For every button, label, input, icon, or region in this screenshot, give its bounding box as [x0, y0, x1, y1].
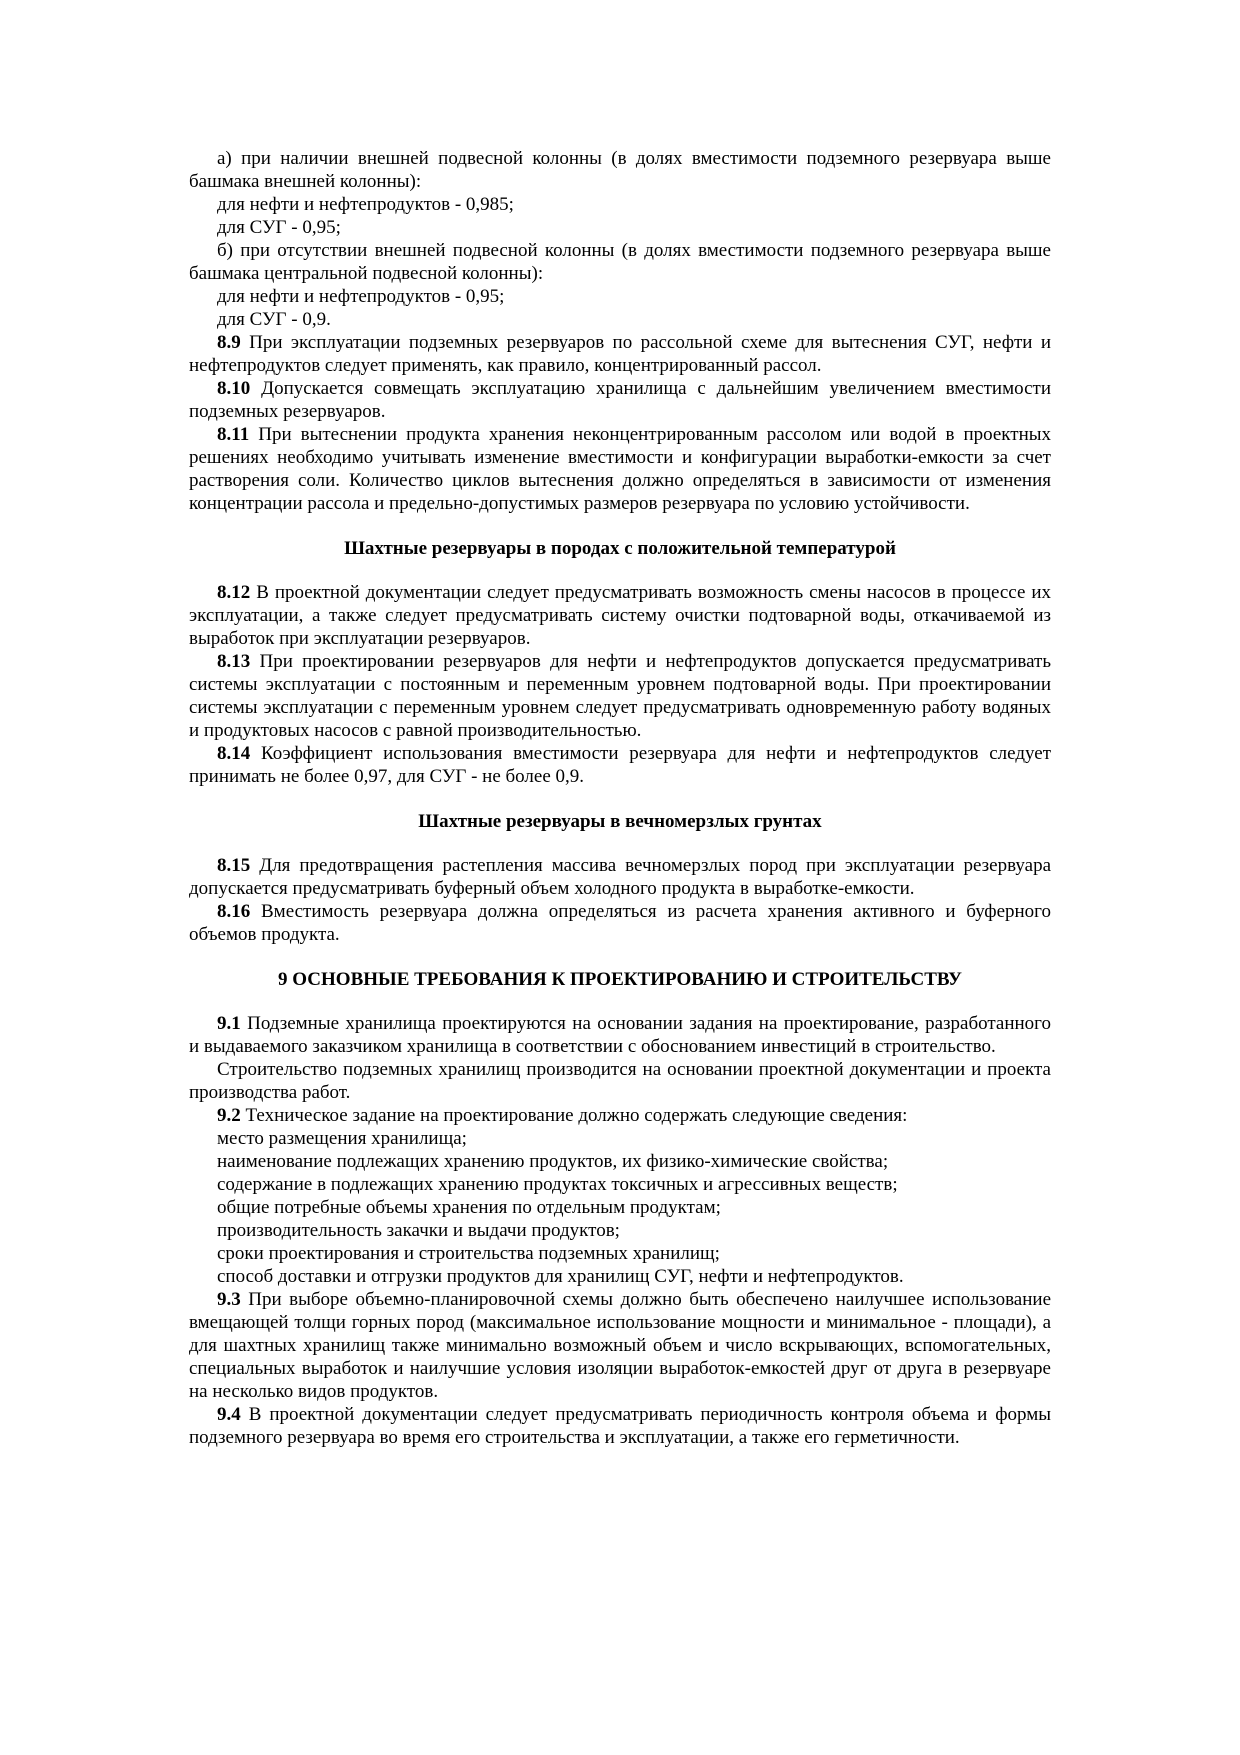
- clause-number: 8.14: [217, 743, 251, 764]
- paragraph-text: При проектировании резервуаров для нефти и нефтепродуктов допускается предусматривать системы эксплуатации с постоянным и переменным уровнем подтоварной воды. При проектировании системы эксплуатации с переменным уровнем следует предусматривать одновременную работу водяных и продуктовых насосов с равной производительностью.: [189, 651, 1051, 741]
- clause-number: 8.9: [217, 332, 241, 353]
- numbered-paragraph: [189, 331, 1051, 377]
- paragraph: [189, 1058, 1051, 1104]
- paragraph: [189, 308, 1051, 331]
- section-heading: Шахтные резервуары в породах с положительной температурой: [344, 538, 896, 559]
- paragraph-text: производительность закачки и выдачи продуктов;: [217, 1220, 620, 1241]
- clause-number: 8.12: [217, 582, 251, 603]
- paragraph-text: для СУГ - 0,9.: [217, 309, 331, 330]
- paragraph-text: Для предотвращения растепления массива вечномерзлых пород при эксплуатации резервуара допускается предусматривать буферный объем холодного продукта в выработке-емкости.: [189, 855, 1052, 899]
- numbered-paragraph: [189, 581, 1051, 650]
- paragraph-text: б) при отсутствии внешней подвесной колонны (в долях вместимости подземного резервуара выше башмака центральной подвесной колонны):: [189, 240, 1051, 284]
- paragraph-text: способ доставки и отгрузки продуктов для хранилищ СУГ, нефти и нефтепродуктов.: [217, 1266, 904, 1287]
- paragraph: [189, 285, 1051, 308]
- paragraph-text: наименование подлежащих хранению продуктов, их физико-химические свойства;: [217, 1151, 889, 1172]
- section-heading: Шахтные резервуары в вечномерзлых грунтах: [418, 811, 822, 832]
- paragraph-text: место размещения хранилища;: [217, 1128, 467, 1149]
- paragraph: [189, 1265, 1051, 1288]
- paragraph-text: а) при наличии внешней подвесной колонны (в долях вместимости подземного резервуара выше башмака внешней колонны):: [189, 148, 1051, 192]
- paragraph: [189, 1242, 1051, 1265]
- paragraph-text: Вместимость резервуара должна определяться из расчета хранения активного и буферного объемов продукта.: [189, 901, 1052, 945]
- clause-number: 9.3: [217, 1289, 241, 1310]
- clause-number: 8.13: [217, 651, 251, 672]
- numbered-paragraph: [189, 377, 1051, 423]
- paragraph: [189, 239, 1051, 285]
- numbered-paragraph: [189, 423, 1051, 515]
- paragraph-text: При вытеснении продукта хранения неконцентрированным рассолом или водой в проектных решениях необходимо учитывать изменение вместимости и конфигурации выработки-емкости за счет растворения соли. Количество циклов вытеснения должно определяться в зависимости от изменения концентрации рассола и предельно-допустимых размеров резервуара по условию устойчивости.: [189, 424, 1051, 514]
- clause-number: 8.16: [217, 901, 251, 922]
- paragraph-text: В проектной документации следует предусматривать возможность смены насосов в процессе их эксплуатации, а также следует предусматривать систему очистки подтоварной воды, откачиваемой из выработок при эксплуатации резервуаров.: [189, 582, 1052, 649]
- paragraph: [189, 1196, 1051, 1219]
- paragraph-text: В проектной документации следует предусматривать периодичность контроля объема и формы подземного резервуара во время его строительства и эксплуатации, а также его герметичности.: [189, 1404, 1052, 1448]
- numbered-paragraph: [189, 1403, 1051, 1449]
- paragraph: [189, 147, 1051, 193]
- paragraph-text: При эксплуатации подземных резервуаров по рассольной схеме для вытеснения СУГ, нефти и нефтепродуктов следует применять, как правило, концентрированный рассол.: [189, 332, 1051, 376]
- clause-number: 8.15: [217, 855, 251, 876]
- paragraph-text: Допускается совмещать эксплуатацию хранилища с дальнейшим увеличением вместимости подземных резервуаров.: [189, 378, 1051, 422]
- numbered-paragraph: [189, 650, 1051, 742]
- numbered-paragraph: [189, 854, 1051, 900]
- clause-number: 8.11: [217, 424, 250, 445]
- clause-number: 9.2: [217, 1105, 241, 1126]
- paragraph: [189, 1219, 1051, 1242]
- paragraph-text: Коэффициент использования вместимости резервуара для нефти и нефтепродуктов следует принимать не более 0,97, для СУГ - не более 0,9.: [189, 743, 1052, 787]
- paragraph-text: для нефти и нефтепродуктов - 0,95;: [217, 286, 505, 307]
- numbered-paragraph: [189, 900, 1051, 946]
- paragraph: [189, 1150, 1051, 1173]
- paragraph-text: общие потребные объемы хранения по отдельным продуктам;: [217, 1197, 721, 1218]
- clause-number: 9.4: [217, 1404, 241, 1425]
- paragraph: [189, 193, 1051, 216]
- paragraph-text: Строительство подземных хранилищ производится на основании проектной документации и проекта производства работ.: [189, 1059, 1051, 1103]
- numbered-paragraph: [189, 1104, 1051, 1127]
- paragraph: [189, 1173, 1051, 1196]
- numbered-paragraph: [189, 1012, 1051, 1058]
- paragraph-text: для нефти и нефтепродуктов - 0,985;: [217, 194, 514, 215]
- paragraph-text: сроки проектирования и строительства подземных хранилищ;: [217, 1243, 720, 1264]
- paragraph: [189, 1127, 1051, 1150]
- paragraph-text: Подземные хранилища проектируются на основании задания на проектирование, разработанного и выдаваемого заказчиком хранилища в соответствии с обоснованием инвестиций в строительство.: [189, 1013, 1052, 1057]
- numbered-paragraph: [189, 742, 1051, 788]
- paragraph-text: для СУГ - 0,95;: [217, 217, 341, 238]
- paragraph-text: содержание в подлежащих хранению продуктах токсичных и агрессивных веществ;: [217, 1174, 898, 1195]
- paragraph-text: При выборе объемно-планировочной схемы должно быть обеспечено наилучшее использование вмещающей толщи горных пород (максимальное использование мощности и минимальное - площади), а для шахтных хранилищ также минимально возможный объем и число вскрывающих, вспомогательных, специальных выработок и наилучшие условия изоляции выработок-емкостей друг от друга в резервуаре на несколько видов продуктов.: [189, 1289, 1052, 1402]
- paragraph: [189, 216, 1051, 239]
- numbered-paragraph: [189, 1288, 1051, 1403]
- clause-number: 8.10: [217, 378, 251, 399]
- paragraph-text: Техническое задание на проектирование должно содержать следующие сведения:: [245, 1105, 908, 1126]
- document-page: [189, 147, 1051, 1449]
- clause-number: 9.1: [217, 1013, 241, 1034]
- section-heading: 9 ОСНОВНЫЕ ТРЕБОВАНИЯ К ПРОЕКТИРОВАНИЮ И СТРОИТЕЛЬСТВУ: [278, 969, 962, 990]
